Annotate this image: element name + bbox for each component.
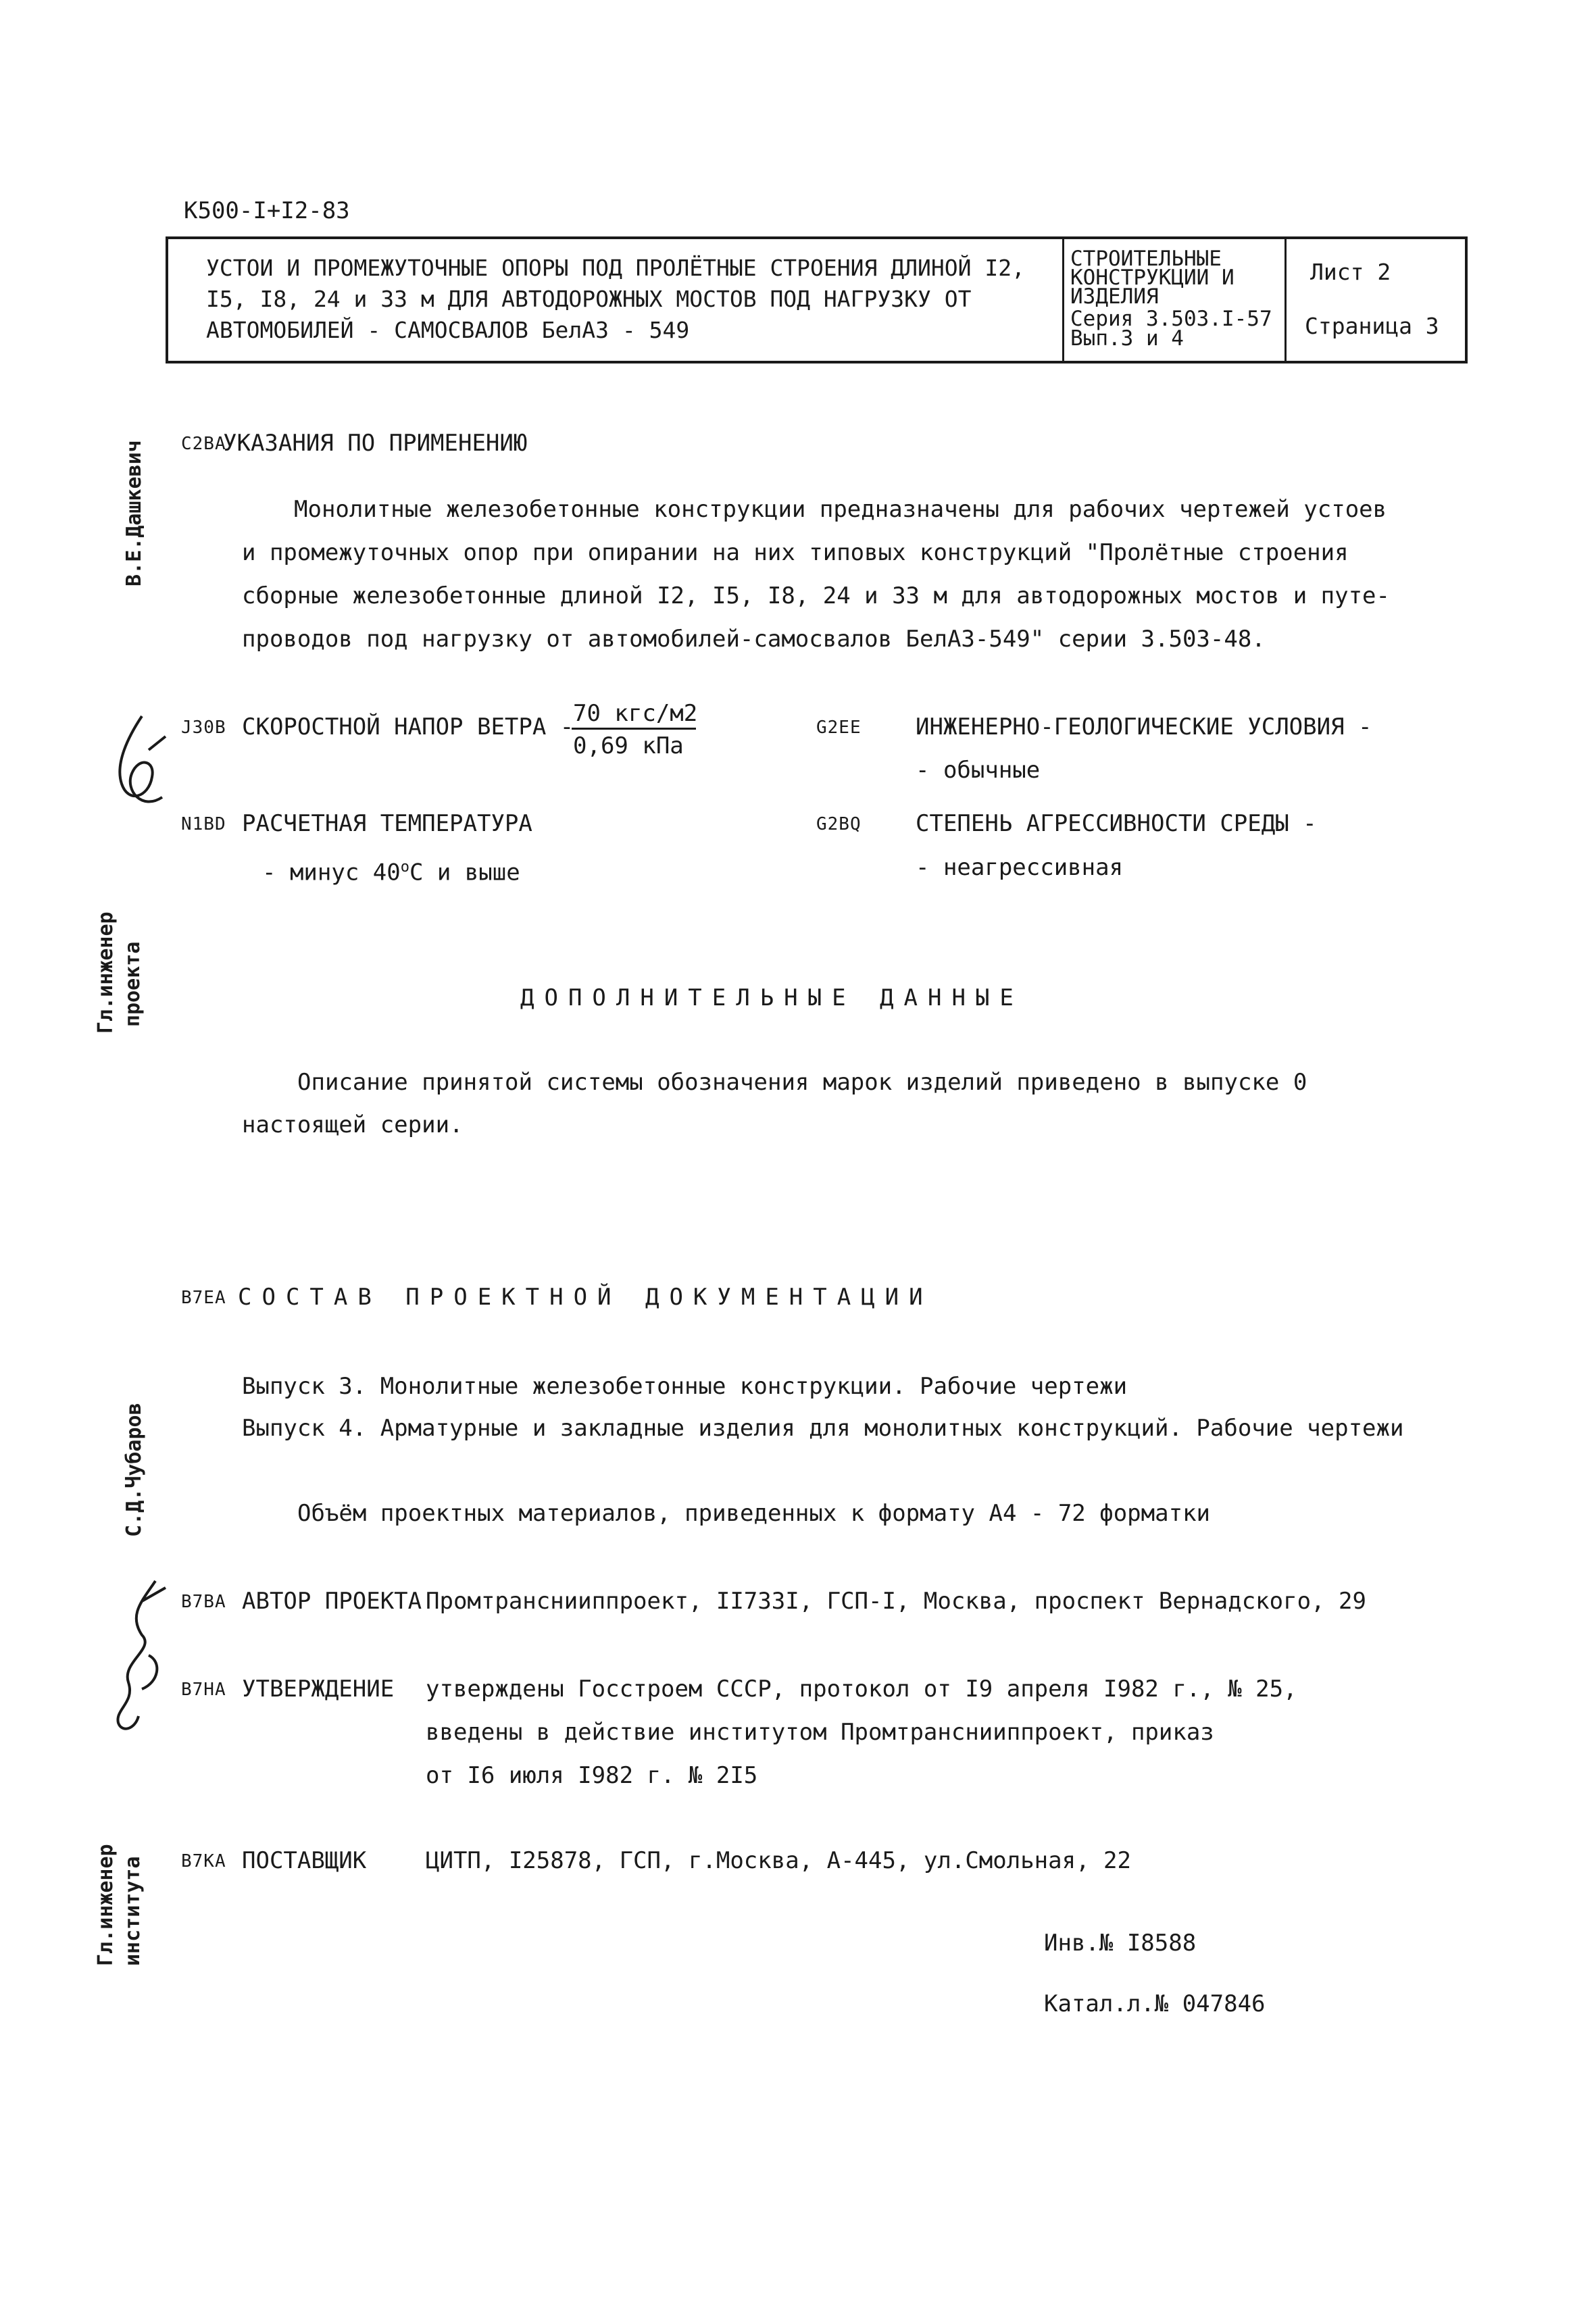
fraction-line xyxy=(572,728,696,730)
wind-value-numerator: 70 кгс/м2 xyxy=(573,700,698,727)
series-number: Серия 3.503.I-57 xyxy=(1070,307,1272,331)
approval-line-2: введены в действие институтом Промтранснииппроект, приказ xyxy=(426,1719,1214,1746)
aggressiveness-label: СТЕПЕНЬ АГРЕССИВНОСТИ СРЕДЫ - xyxy=(916,810,1317,837)
additional-line-1: Описание принятой системы обозначения марок изделий приведено в выпуске 0 xyxy=(297,1069,1307,1096)
inventory-number: Инв.№ I8588 xyxy=(1044,1930,1197,1957)
section-heading-composition: СОСТАВ ПРОЕКТНОЙ ДОКУМЕНТАЦИИ xyxy=(238,1284,933,1311)
supplier-value: ЦИТП, I25878, ГСП, г.Москва, А-445, ул.Смольная, 22 xyxy=(426,1847,1131,1874)
author-label: АВТОР ПРОЕКТА xyxy=(242,1588,422,1615)
composition-code: B7EA xyxy=(181,1288,226,1308)
aggressiveness-code: G2BQ xyxy=(816,814,862,834)
aggressiveness-value: - неагрессивная xyxy=(916,854,1124,881)
temperature-label: РАСЧЕТНАЯ ТЕМПЕРАТУРА xyxy=(242,810,532,837)
paragraph-line-1: Монолитные железобетонные конструкции предназначены для рабочих чертежей устоев xyxy=(294,496,1387,523)
author-value: Промтранснииппроект, II733I, ГСП-I, Москва, проспект Вернадского, 29 xyxy=(426,1588,1366,1615)
header-divider xyxy=(1285,239,1287,361)
paragraph-line-3: сборные железобетонные длиной I2, I5, I8, 24 и 33 м для автодорожных мостов и путе- xyxy=(242,582,1390,609)
catalog-number: Катал.л.№ 047846 xyxy=(1044,1990,1266,2017)
section-heading-additional: ДОПОЛНИТЕЛЬНЫЕ ДАННЫЕ xyxy=(520,984,1024,1011)
margin-title-engineer-institute-1: Гл.инженер xyxy=(94,1844,118,1966)
issue-numbers: Вып.3 и 4 xyxy=(1070,326,1184,351)
approval-line-1: утверждены Госстроем СССР, протокол от I9 апреля I982 г., № 25, xyxy=(426,1676,1297,1703)
supplier-label: ПОСТАВЩИК xyxy=(242,1847,367,1874)
title-block xyxy=(166,236,1468,363)
document-code: К500-I+I2-83 xyxy=(184,197,350,224)
section-code: C2BA xyxy=(181,434,226,454)
paragraph-line-4: проводов под нагрузку от автомобилей-самосвалов БелАЗ-549" серии 3.503-48. xyxy=(242,626,1266,653)
page-number: Страница 3 xyxy=(1305,313,1439,339)
wind-value-denominator: 0,69 кПа xyxy=(573,732,684,759)
issue-3: Выпуск 3. Монолитные железобетонные конструкции. Рабочие чертежи xyxy=(242,1373,1128,1400)
supplier-code: B7KA xyxy=(181,1851,226,1871)
title-line-2: I5, I8, 24 и 33 м ДЛЯ АВТОДОРОЖНЫХ МОСТОВ ПОД НАГРУЗКУ ОТ xyxy=(206,286,972,312)
temperature-value: - минус $40^оС$ и выше xyxy=(262,859,520,886)
title-line-3: АВТОМОБИЛЕЙ - САМОСВАЛОВ БелАЗ - 549 xyxy=(206,317,690,343)
margin-title-engineer-institute-2: института xyxy=(121,1856,145,1966)
temperature-code: N1BD xyxy=(181,814,226,834)
wind-code: J30B xyxy=(181,718,226,738)
category-line-3: ИЗДЕЛИЯ xyxy=(1070,284,1159,309)
approval-label: УТВЕРЖДЕНИЕ xyxy=(242,1676,395,1703)
header-divider xyxy=(1062,239,1064,361)
author-code: B7BA xyxy=(181,1592,226,1612)
approval-code: B7HA xyxy=(181,1680,226,1700)
sheet-number: Лист 2 xyxy=(1310,259,1391,285)
signature-middle xyxy=(101,1574,176,1736)
margin-name-middle: С.Д.Чубаров xyxy=(122,1403,146,1537)
category-line-2: КОНСТРУКЦИИ И xyxy=(1070,266,1235,290)
category-line-1: СТРОИТЕЛЬНЫЕ xyxy=(1070,247,1222,271)
margin-title-engineer-project-1: Гл.инженер xyxy=(94,911,118,1034)
margin-name-top: В.Е.Дашкевич xyxy=(122,440,146,586)
signature-top xyxy=(101,709,176,824)
section-heading-application: УКАЗАНИЯ ПО ПРИМЕНЕНИЮ xyxy=(223,430,528,457)
title-line-1: УСТОИ И ПРОМЕЖУТОЧНЫЕ ОПОРЫ ПОД ПРОЛЁТНЫЕ СТРОЕНИЯ ДЛИНОЙ I2, xyxy=(206,255,1025,281)
margin-title-engineer-project-2: проекта xyxy=(121,941,145,1027)
approval-line-3: от I6 июля I982 г. № 2I5 xyxy=(426,1762,758,1789)
geology-value: - обычные xyxy=(916,757,1041,784)
volume-note: Объём проектных материалов, приведенных к формату А4 - 72 форматки xyxy=(297,1500,1211,1527)
paragraph-line-2: и промежуточных опор при опирании на них типовых конструкций "Пролётные строения xyxy=(242,539,1349,566)
wind-label: СКОРОСТНОЙ НАПОР ВЕТРА - xyxy=(242,713,574,740)
geology-label: ИНЖЕНЕРНО-ГЕОЛОГИЧЕСКИЕ УСЛОВИЯ - xyxy=(916,713,1372,740)
geology-code: G2EE xyxy=(816,718,862,738)
issue-4: Выпуск 4. Арматурные и закладные изделия для монолитных конструкций. Рабочие чертежи xyxy=(242,1415,1404,1442)
additional-line-2: настоящей серии. xyxy=(242,1111,464,1138)
